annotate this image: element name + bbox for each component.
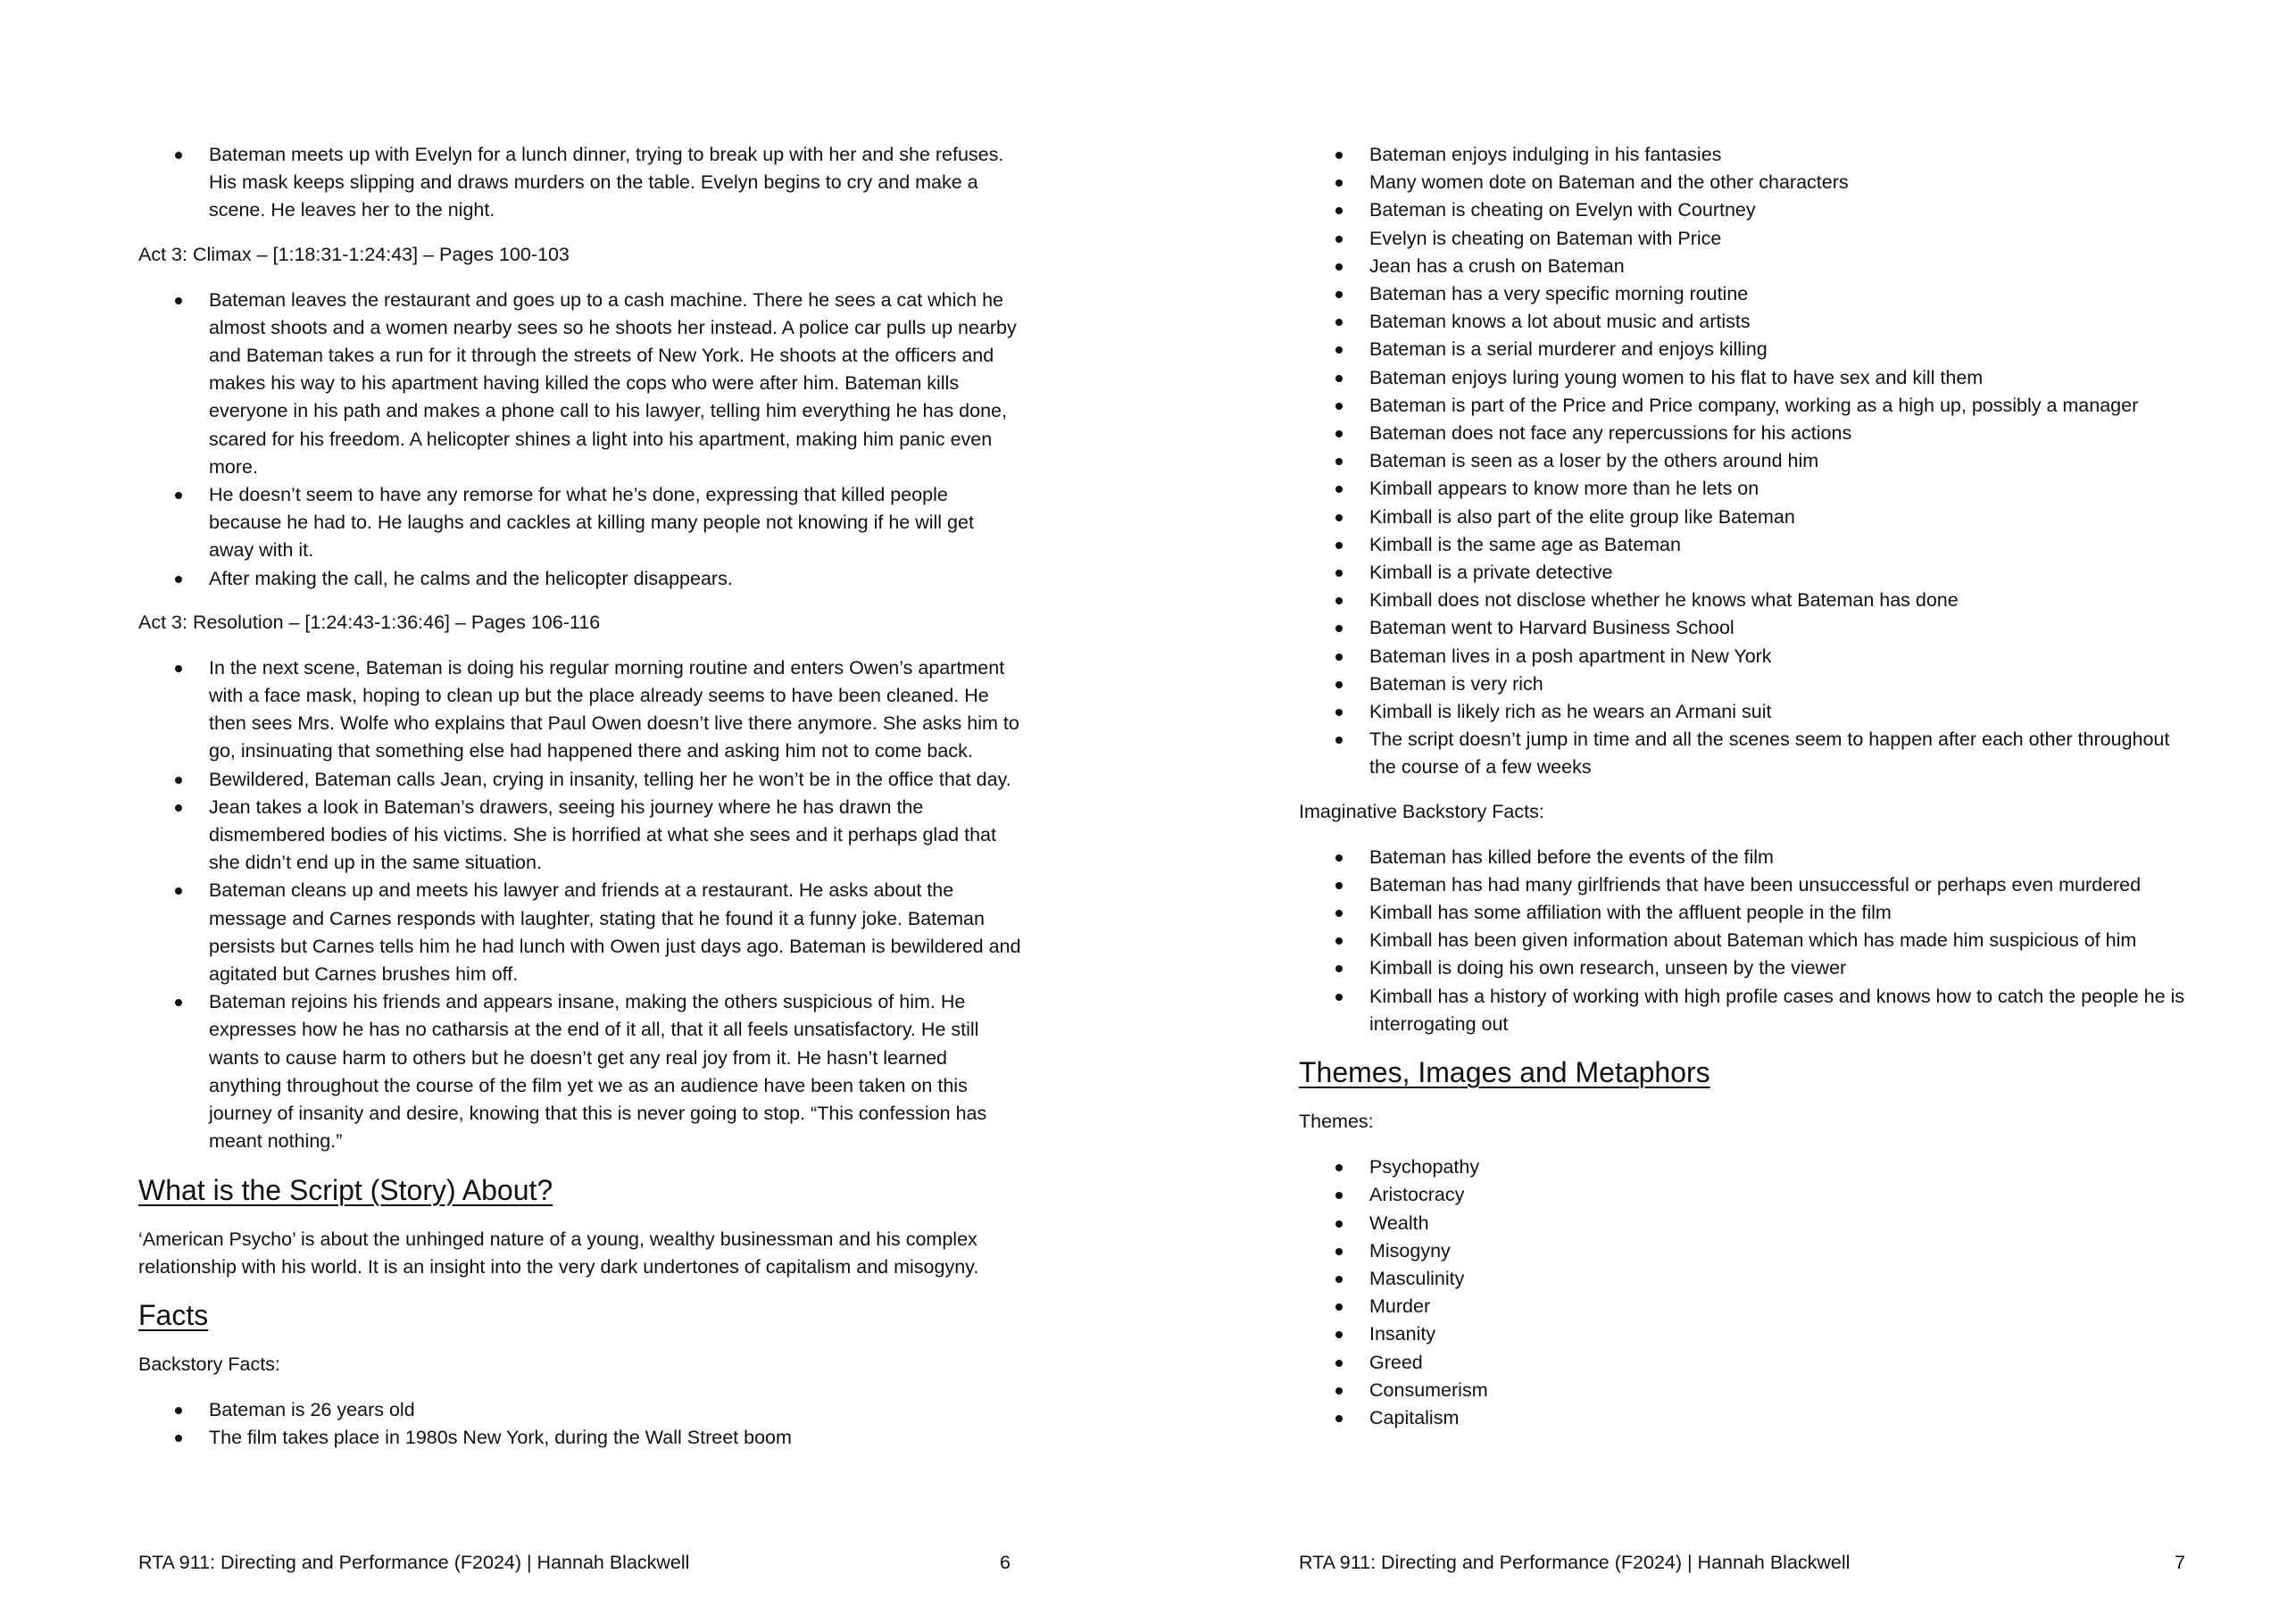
list-item: Bateman is 26 years old bbox=[209, 1396, 1022, 1424]
list-item: After making the call, he calms and the helicopter disappears. bbox=[209, 565, 1022, 593]
list-item: Bateman has had many girlfriends that have been unsuccessful or perhaps even murdered bbox=[1369, 871, 2192, 899]
list-item: Kimball is the same age as Bateman bbox=[1369, 531, 2192, 559]
backstory-bullet-list bbox=[138, 1396, 1022, 1452]
list-item: Bateman cleans up and meets his lawyer and friends at a restaurant. He asks about the message and Carnes responds with laughter, stating that he found it a funny joke. Bateman persists but Carnes tells him he had lunch with Owen just days ago. Bateman is bewildered and agitated but Carnes brushes him off. bbox=[209, 877, 1022, 988]
resolution-bullet-list bbox=[138, 654, 1022, 1156]
list-item: Jean has a crush on Bateman bbox=[1369, 253, 2192, 280]
page-number: 7 bbox=[2175, 1552, 2185, 1573]
list-item: Jean takes a look in Bateman’s drawers, seeing his journey where he has drawn the dismembered bodies of his victims. She is horrified at what she sees and it perhaps glad that she didn’t end up in the same situation. bbox=[209, 794, 1022, 878]
list-item: Bewildered, Bateman calls Jean, crying in insanity, telling her he won’t be in the office that day. bbox=[209, 766, 1022, 794]
list-item: Masculinity bbox=[1369, 1265, 2192, 1293]
list-item: Insanity bbox=[1369, 1320, 2192, 1348]
list-item: Consumerism bbox=[1369, 1377, 2192, 1404]
list-item: Wealth bbox=[1369, 1210, 2192, 1237]
document-page-7 bbox=[1148, 0, 2296, 1624]
list-item: Capitalism bbox=[1369, 1404, 2192, 1432]
list-item: He doesn’t seem to have any remorse for what he’s done, expressing that killed people because he had to. He laughs and cackles at killing many people not knowing if he will get away with it. bbox=[209, 481, 1022, 565]
list-item: Bateman lives in a posh apartment in New York bbox=[1369, 643, 2192, 670]
facts-section-heading: Facts bbox=[138, 1298, 209, 1331]
facts-bullet-list bbox=[1299, 141, 2192, 782]
list-item: Bateman is cheating on Evelyn with Courtney bbox=[1369, 196, 2192, 224]
page-number: 6 bbox=[1000, 1552, 1011, 1573]
list-item: Psychopathy bbox=[1369, 1153, 2192, 1181]
page-footer: RTA 911: Directing and Performance (F2024) | Hannah Blackwell bbox=[138, 1552, 690, 1573]
list-item: The script doesn’t jump in time and all the scenes seem to happen after each other throughout the course of a few weeks bbox=[1369, 726, 2192, 781]
list-item: Misogyny bbox=[1369, 1237, 2192, 1265]
list-item: Bateman is very rich bbox=[1369, 670, 2192, 698]
about-paragraph: ‘American Psycho’ is about the unhinged nature of a young, wealthy businessman and his complex relationship with his world. It is an insight into the very dark undertones of capitalism and misogyny. bbox=[138, 1228, 979, 1278]
list-item: Aristocracy bbox=[1369, 1181, 2192, 1209]
page-footer: RTA 911: Directing and Performance (F2024) | Hannah Blackwell bbox=[1299, 1552, 1851, 1573]
climax-bullet-list bbox=[138, 287, 1022, 593]
intro-bullet-list bbox=[138, 141, 1022, 225]
climax-heading: Act 3: Climax – [1:18:31-1:24:43] – Pages 100-103 bbox=[138, 243, 570, 265]
themes-label: Themes: bbox=[1299, 1111, 1374, 1133]
list-item: The film takes place in 1980s New York, during the Wall Street boom bbox=[209, 1424, 1022, 1452]
list-item: Kimball is likely rich as he wears an Armani suit bbox=[1369, 698, 2192, 726]
list-item: Bateman rejoins his friends and appears insane, making the others suspicious of him. He expresses how he has no catharsis at the end of it all, that it all feels unsatisfactory. He still wants to cause harm to others but he doesn’t get any real joy from it. He hasn’t learned anything throughout the course of the film yet we as an audience have been taken on this journey of insanity and desire, knowing that this is never going to stop. “This confession has meant nothing.” bbox=[209, 988, 1022, 1155]
list-item: Many women dote on Bateman and the other characters bbox=[1369, 169, 2192, 196]
list-item: In the next scene, Bateman is doing his regular morning routine and enters Owen’s apartment with a face mask, hoping to clean up but the place already seems to have been cleaned. He then sees Mrs. Wolfe who explains that Paul Owen doesn’t live there anymore. She asks him to go, insinuating that something else had happened there and asking him not to come back. bbox=[209, 654, 1022, 766]
backstory-label: Backstory Facts: bbox=[138, 1353, 280, 1375]
list-item: Kimball has been given information about Bateman which has made him suspicious of him bbox=[1369, 927, 2192, 954]
list-item: Bateman enjoys indulging in his fantasies bbox=[1369, 141, 2192, 169]
list-item: Kimball does not disclose whether he knows what Bateman has done bbox=[1369, 587, 2192, 614]
list-item: Bateman has a very specific morning routine bbox=[1369, 280, 2192, 308]
list-item: Bateman leaves the restaurant and goes up to a cash machine. There he sees a cat which he almost shoots and a women nearby sees so he shoots her instead. A police car pulls up nearby and Bateman takes a run for it through the streets of New York. He shoots at the officers and makes his way to his apartment having killed the cops who were after him. Bateman kills everyone in his path and makes a phone call to his lawyer, telling him everything he has done, scared for his freedom. A helicopter shines a light into his apartment, making him panic even more. bbox=[209, 287, 1022, 481]
list-item: Kimball has a history of working with high profile cases and knows how to catch the people he is interrogating out bbox=[1369, 983, 2192, 1038]
list-item: Bateman is a serial murderer and enjoys killing bbox=[1369, 336, 2192, 363]
list-item: Bateman is part of the Price and Price company, working as a high up, possibly a manager bbox=[1369, 392, 2192, 420]
list-item: Bateman has killed before the events of the film bbox=[1369, 844, 2192, 871]
themes-section-heading: Themes, Images and Metaphors bbox=[1299, 1056, 1710, 1089]
list-item: Kimball is also part of the elite group like Bateman bbox=[1369, 504, 2192, 531]
list-item: Bateman went to Harvard Business School bbox=[1369, 614, 2192, 642]
list-item: Bateman knows a lot about music and artists bbox=[1369, 308, 2192, 336]
page-content bbox=[1299, 141, 2192, 1448]
list-item: Murder bbox=[1369, 1293, 2192, 1320]
themes-bullet-list bbox=[1299, 1153, 2192, 1432]
list-item: Kimball has some affiliation with the affluent people in the film bbox=[1369, 899, 2192, 927]
imaginative-bullet-list bbox=[1299, 844, 2192, 1038]
page-content bbox=[138, 141, 1022, 1468]
list-item: Bateman is seen as a loser by the others around him bbox=[1369, 447, 2192, 475]
list-item: Evelyn is cheating on Bateman with Price bbox=[1369, 225, 2192, 253]
list-item: Greed bbox=[1369, 1349, 2192, 1377]
list-item: Kimball is a private detective bbox=[1369, 559, 2192, 587]
list-item: Bateman enjoys luring young women to his flat to have sex and kill them bbox=[1369, 364, 2192, 392]
list-item: Kimball appears to know more than he lets on bbox=[1369, 475, 2192, 503]
list-item: Kimball is doing his own research, unseen by the viewer bbox=[1369, 954, 2192, 982]
resolution-heading: Act 3: Resolution – [1:24:43-1:36:46] – Pages 106-116 bbox=[138, 611, 601, 633]
list-item: Bateman meets up with Evelyn for a lunch dinner, trying to break up with her and she refuses. His mask keeps slipping and draws murders on the table. Evelyn begins to cry and make a scene. He leaves her to the night. bbox=[209, 141, 1022, 225]
imaginative-backstory-label: Imaginative Backstory Facts: bbox=[1299, 800, 1544, 822]
about-section-heading: What is the Script (Story) About? bbox=[138, 1173, 553, 1206]
list-item: Bateman does not face any repercussions for his actions bbox=[1369, 420, 2192, 447]
